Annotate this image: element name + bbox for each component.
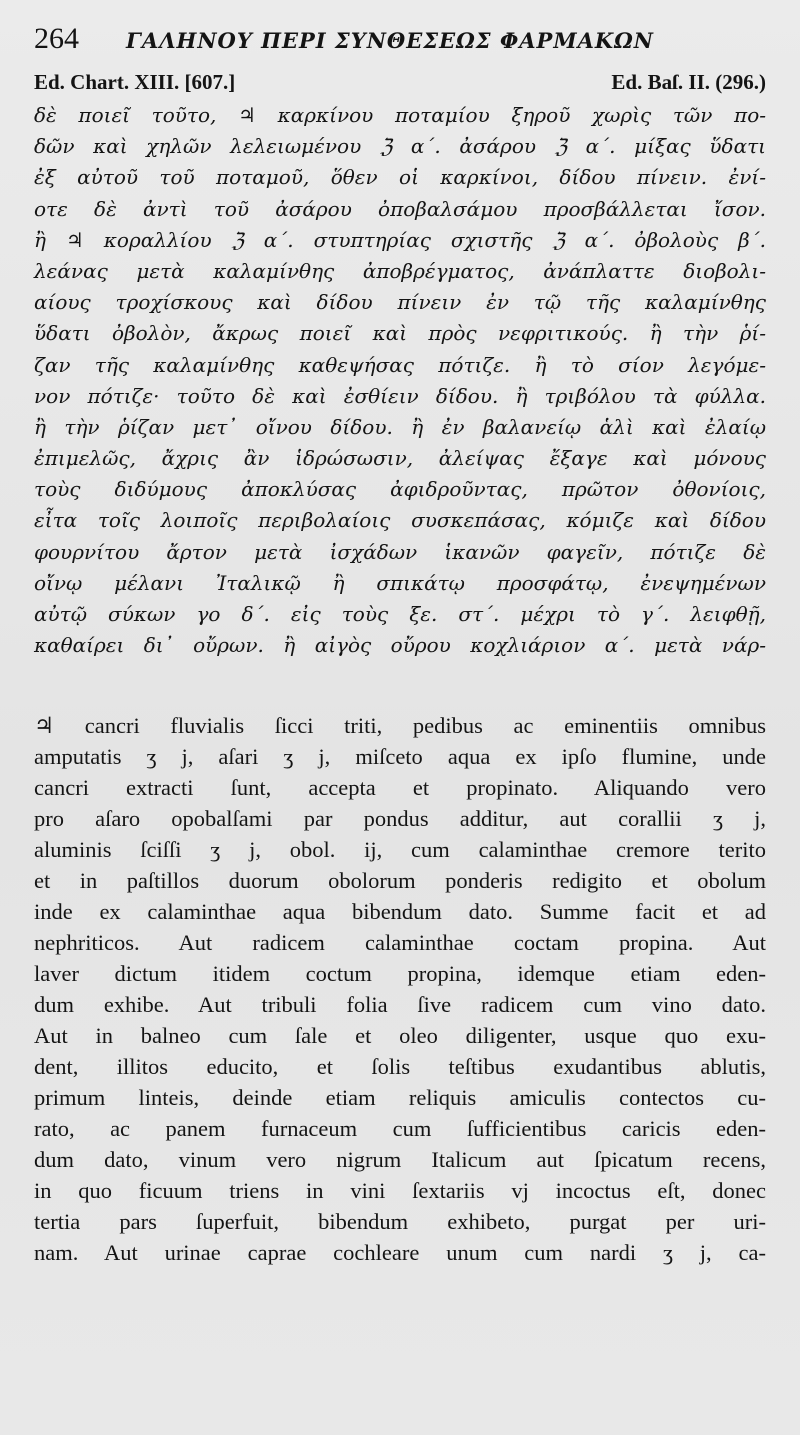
running-title: ΓΑΛΗΝΟΥ ΠΕΡΙ ΣΥΝΘΕΣΕΩΣ ΦΑΡΜΑΚΩΝ	[126, 28, 654, 53]
latin-line: dum exhibe. Aut tribuli folia ſive radicem cum vino dato.	[34, 992, 766, 1018]
greek-line: δῶν καὶ χηλῶν λελειωμένου ℨ α΄. ἀσάρου ℨ α΄. μίξας ὕδατι	[34, 134, 766, 159]
latin-line: nam. Aut urinae caprae cochleare unum cum nardi ʒ j, ca-	[34, 1240, 766, 1266]
running-head	[34, 22, 766, 66]
greek-line: ἐξ αὐτοῦ τοῦ ποταμοῦ, ὅθεν οἱ καρκίνοι, δίδου πίνειν. ἐνί-	[34, 165, 766, 190]
latin-line: dent, illitos educito, et ſolis teſtibus exudantibus ablutis,	[34, 1054, 766, 1080]
edition-right: Ed. Baſ. II. (296.)	[611, 70, 766, 94]
latin-line: ♃ cancri fluvialis ſicci triti, pedibus ac eminentiis omnibus	[34, 713, 766, 739]
latin-line: et in paſtillos duorum obolorum ponderis redigito et obolum	[34, 868, 766, 894]
latin-text-block	[34, 710, 766, 1268]
edition-left: Ed. Chart. XIII. [607.]	[34, 70, 236, 94]
latin-line: dum dato, vinum vero nigrum Italicum aut ſpicatum recens,	[34, 1147, 766, 1173]
latin-line: aluminis ſciſſi ʒ j, obol. ij, cum calaminthae cremore terito	[34, 837, 766, 863]
latin-line: tertia pars ſuperfuit, bibendum exhibeto, purgat per uri-	[34, 1209, 766, 1235]
page-number: 264	[34, 22, 79, 55]
greek-line: καθαίρει δι᾽ οὔρων. ἢ αἰγὸς οὔρου κοχλιάριον α΄. μετὰ νάρ-	[34, 633, 766, 658]
greek-line: ζαν τῆς καλαμίνθης καθεψήσας πότιζε. ἢ τὸ σίον λεγόμε-	[34, 352, 766, 377]
greek-line: αὐτῷ σύκων γο δ΄. εἰς τοὺς ξε. στ΄. μέχρι τὸ γ΄. λειφθῇ,	[34, 602, 766, 626]
section-gap	[34, 661, 766, 710]
latin-line: cancri extracti ſunt, accepta et propinato. Aliquando vero	[34, 775, 766, 801]
greek-text-block	[34, 100, 766, 661]
latin-line: primum linteis, deinde etiam reliquis amiculis contectos cu-	[34, 1085, 766, 1111]
greek-line: ἢ τὴν ῥίζαν μετ᾽ οἴνου δίδου. ἢ ἐν βαλανείῳ ἁλὶ καὶ ἐλαίῳ	[34, 414, 766, 439]
greek-line: φουρνίτου ἄρτον μετὰ ἰσχάδων ἱκανῶν φαγεῖν, πότιζε δὲ	[34, 539, 766, 564]
latin-line: amputatis ʒ j, aſari ʒ j, miſceto aqua ex ipſo flumine, unde	[34, 744, 766, 770]
greek-line: ἐπιμελῶς, ἄχρις ἂν ἱδρώσωσιν, ἀλείψας ἔξαγε καὶ μόνους	[34, 446, 766, 471]
latin-line: laver dictum itidem coctum propina, idemque etiam eden-	[34, 961, 766, 987]
greek-line: ὕδατι ὀβολὸν, ἄκρως ποιεῖ καὶ πρὸς νεφριτικούς. ἢ τὴν ῥί-	[34, 321, 766, 346]
greek-line: εἶτα τοῖς λοιποῖς περιβολαίοις συσκεπάσας, κόμιζε καὶ δίδου	[34, 508, 766, 533]
latin-line: nephriticos. Aut radicem calaminthae coctam propina. Aut	[34, 930, 766, 956]
greek-line: λεάνας μετὰ καλαμίνθης ἀποβρέγματος, ἀνάπλαττε διοβολι-	[34, 258, 766, 283]
greek-line: αίους τροχίσκους καὶ δίδου πίνειν ἐν τῷ τῆς καλαμίνθης	[34, 290, 766, 315]
greek-line: νον πότιζε· τοῦτο δὲ καὶ ἐσθίειν δίδου. ἢ τριβόλου τὰ φύλλα.	[34, 383, 766, 408]
greek-line: τοὺς διδύμους ἀποκλύσας ἀφιδροῦντας, πρῶτον ὀθονίοις,	[34, 477, 766, 502]
edition-reference-line	[34, 70, 766, 100]
greek-line: οτε δὲ ἀντὶ τοῦ ἀσάρου ὀποβαλσάμου προσβάλλεται ἴσον.	[34, 196, 766, 221]
latin-line: inde ex calaminthae aqua bibendum dato. Summe facit et ad	[34, 899, 766, 925]
latin-line: Aut in balneo cum ſale et oleo diligenter, usque quo exu-	[34, 1023, 766, 1049]
latin-line: pro aſaro opobalſami par pondus additur, aut corallii ʒ j,	[34, 806, 766, 832]
latin-line: in quo ficuum triens in vini ſextariis vj incoctus eſt, donec	[34, 1178, 766, 1204]
latin-line: rato, ac panem furnaceum cum ſufficientibus caricis eden-	[34, 1116, 766, 1142]
greek-line: οἴνῳ μέλανι Ἰταλικῷ ἢ σπικάτῳ προσφάτῳ, ἐνεψημένων	[34, 570, 766, 595]
greek-line: ἢ ♃ κοραλλίου ℨ α΄. στυπτηρίας σχιστῆς ℨ α΄. ὀβολοὺς β΄.	[34, 227, 766, 252]
greek-line: δὲ ποιεῖ τοῦτο, ♃ καρκίνου ποταμίου ξηροῦ χωρὶς τῶν πο-	[34, 103, 766, 127]
